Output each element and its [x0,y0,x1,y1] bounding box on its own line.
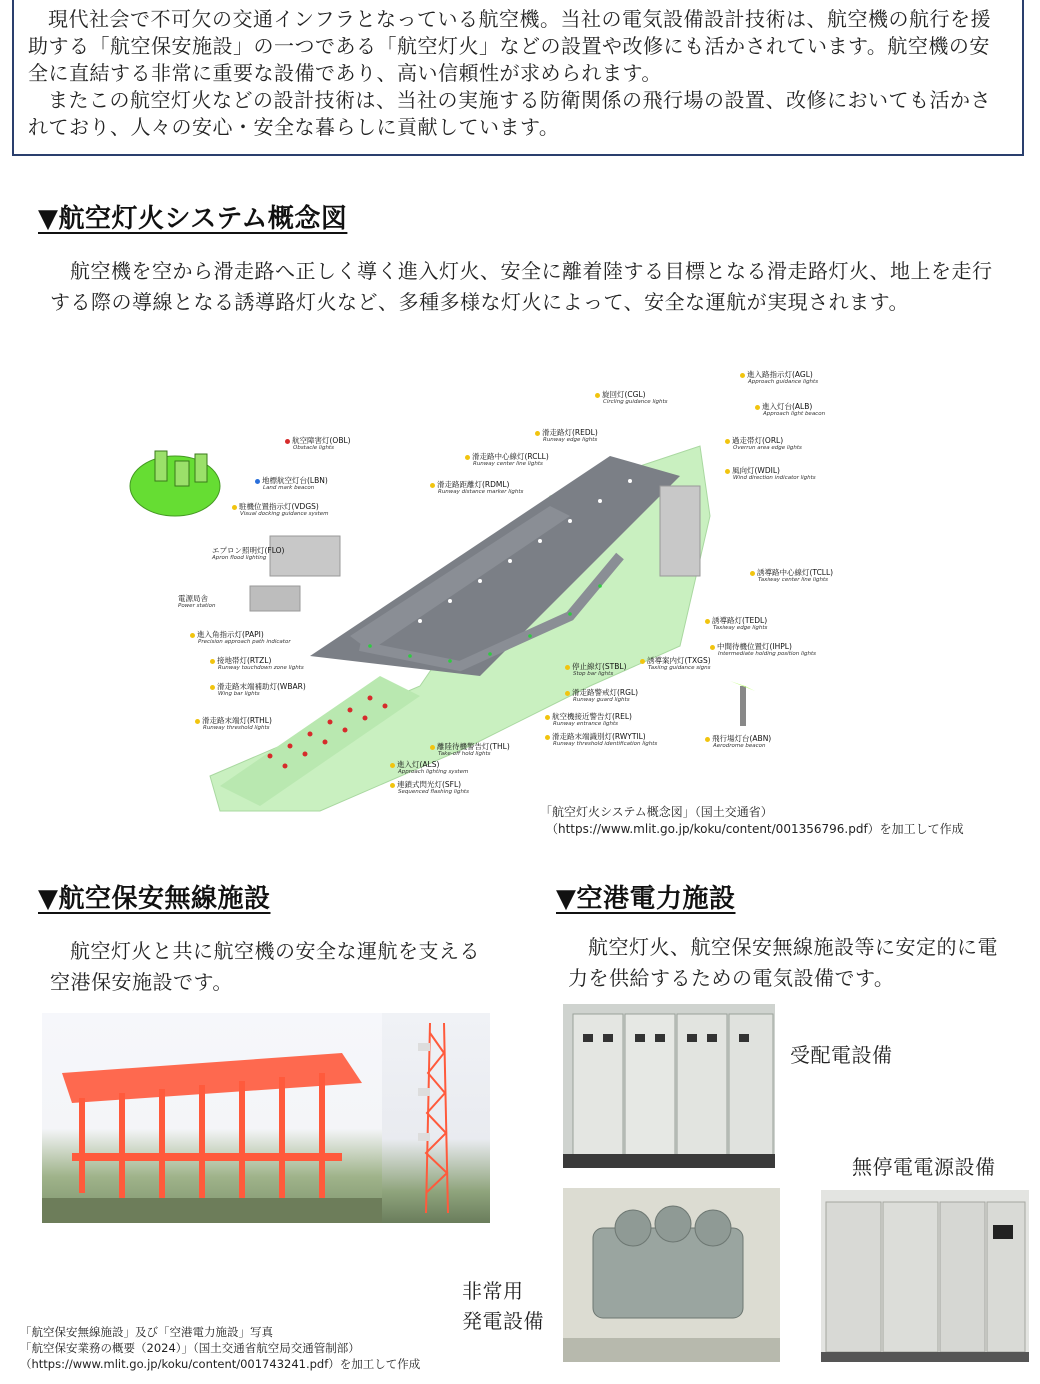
label-rtzl: 接地帯灯(RTZL) Runway touchdown zone lights [210,656,304,672]
lattice-tower-image [382,1013,490,1223]
label-wbar: 滑走路末端補助灯(WBAR) Wing bar lights [210,682,306,698]
label-rwytil: 滑走路末端識別灯(RWYTIL) Runway threshold identification lights [545,732,657,748]
radio-body-text: 航空灯火と共に航空機の安全な運航を支える空港保安施設です。 [50,939,480,994]
label-sfl: 連鎖式閃光灯(SFL) Sequenced flashing lights [390,780,469,796]
intro-box [12,0,1024,156]
radio-section-title: ▼航空保安無線施設 [38,884,271,914]
label-rel: 航空機接近警告灯(REL) Runway entrance lights [545,712,632,728]
label-orl: 過走帯灯(ORL) Overrun area edge lights [725,436,802,452]
radio-section-body [50,936,490,998]
label-tcll: 誘導路中心線灯(TCLL) Taxiway center line lights [750,568,833,584]
generator-photo [563,1188,780,1362]
label-alb: 進入灯台(ALB) Approach light beacon [755,402,825,418]
label-vdgs: 駐機位置指示灯(VDGS) Visual docking guidance system [232,502,329,518]
label-redl: 滑走路灯(REDL) Runway edge lights [535,428,598,444]
label-txgs: 誘導案内灯(TXGS) Taxiing guidance signs [640,656,711,672]
switchgear-label: 受配電設備 [790,1043,893,1067]
radio-tower-photo [382,1013,490,1223]
power-body-text: 航空灯火、航空保安無線施設等に安定的に電力を供給するための電気設備です。 [568,935,998,990]
photo-caption-line1: 「航空保安無線施設」及び「空港電力施設」写真 [20,1325,273,1339]
switchgear-photo [563,1004,775,1168]
photo-caption-line2: 「航空保安業務の概要（2024）」（国土交通省航空局交通管制部） [20,1341,360,1355]
diagram-caption-line1: 「航空灯火システム概念図」（国土交通省） [540,805,773,819]
lighting-section-body [50,256,1000,318]
label-thl: 離陸待機警告灯(THL) Take-off hold lights [430,742,510,758]
generator-label-line1: 非常用 [462,1279,524,1303]
intro-paragraph-2: またこの航空灯火などの設計技術は、当社の実施する防衛関係の飛行場の設置、改修においても活かされており、人々の安心・安全な暮らしに貢献しています。 [28,88,991,139]
label-agl: 進入路指示灯(AGL) Approach guidance lights [740,370,818,386]
power-section-body [568,932,1018,994]
lighting-system-diagram [120,356,1040,826]
power-section-title: ▼空港電力施設 [556,884,736,914]
lighting-section-title: ▼航空灯火システム概念図 [38,204,348,234]
airport-illustration [120,356,1040,826]
label-obl: 航空障害灯(OBL) Obstacle lights [285,436,351,452]
diagram-caption-line2: （https://www.mlit.go.jp/koku/content/001356796.pdf）を加工して作成 [546,822,964,836]
diagram-caption [540,804,964,838]
label-abn: 飛行場灯台(ABN) Aerodrome beacon [705,734,771,750]
intro-paragraph-1: 現代社会で不可欠の交通インフラとなっている航空機。当社の電気設備設計技術は、航空機の航行を援助する「航空保安施設」の一つである「航空灯火」などの設置や改修にも活かされています。航空機の安全に直結する非常に重要な設備であり、高い信頼性が求められます。 [28,7,991,85]
label-cgl: 旋回灯(CGL) Circling guidance lights [595,390,668,406]
label-rthl: 滑走路末端灯(RTHL) Runway threshold lights [195,716,272,732]
label-flo: エプロン照明灯(FLO) Apron flood lighting [212,546,285,561]
label-ihpl: 中間待機位置灯(IHPL) Intermediate holding position lights [710,642,816,658]
label-stbl: 停止線灯(STBL) Stop bar lights [565,662,627,678]
ups-photo [821,1190,1029,1362]
generator-label-line2: 発電設備 [462,1309,544,1333]
label-power-station: 電源局舎 Power station [178,594,216,609]
switchgear-image [563,1004,775,1168]
ups-label: 無停電電源設備 [852,1155,996,1179]
label-rcll: 滑走路中心線灯(RCLL) Runway center line lights [465,452,549,468]
lighting-body-text: 航空機を空から滑走路へ正しく導く進入灯火、安全に離着陸する目標となる滑走路灯火、地上を走行する際の導線となる誘導路灯火など、多種多様な灯火によって、安全な運航が実現されます。 [50,259,993,314]
antenna-array-image [42,1013,382,1223]
photo-caption-line3: （https://www.mlit.go.jp/koku/content/001743241.pdf）を加工して作成 [20,1357,421,1371]
generator-label [462,1276,544,1336]
photo-caption [20,1324,420,1372]
label-als: 進入灯(ALS) Approach lighting system [390,760,468,776]
ups-image [821,1190,1029,1362]
label-papi: 進入角指示灯(PAPI) Precision approach path indicator [190,630,291,646]
label-rdml: 滑走路距離灯(RDML) Runway distance marker lights [430,480,523,496]
label-lbn: 地標航空灯台(LBN) Land mark beacon [255,476,328,492]
label-wdil: 風向灯(WDIL) Wind direction indicator lights [725,466,816,482]
generator-image [563,1188,780,1362]
label-tedl: 誘導路灯(TEDL) Taxiway edge lights [705,616,767,632]
radio-antenna-photo [42,1013,382,1223]
label-rgl: 滑走路警戒灯(RGL) Runway guard lights [565,688,638,704]
